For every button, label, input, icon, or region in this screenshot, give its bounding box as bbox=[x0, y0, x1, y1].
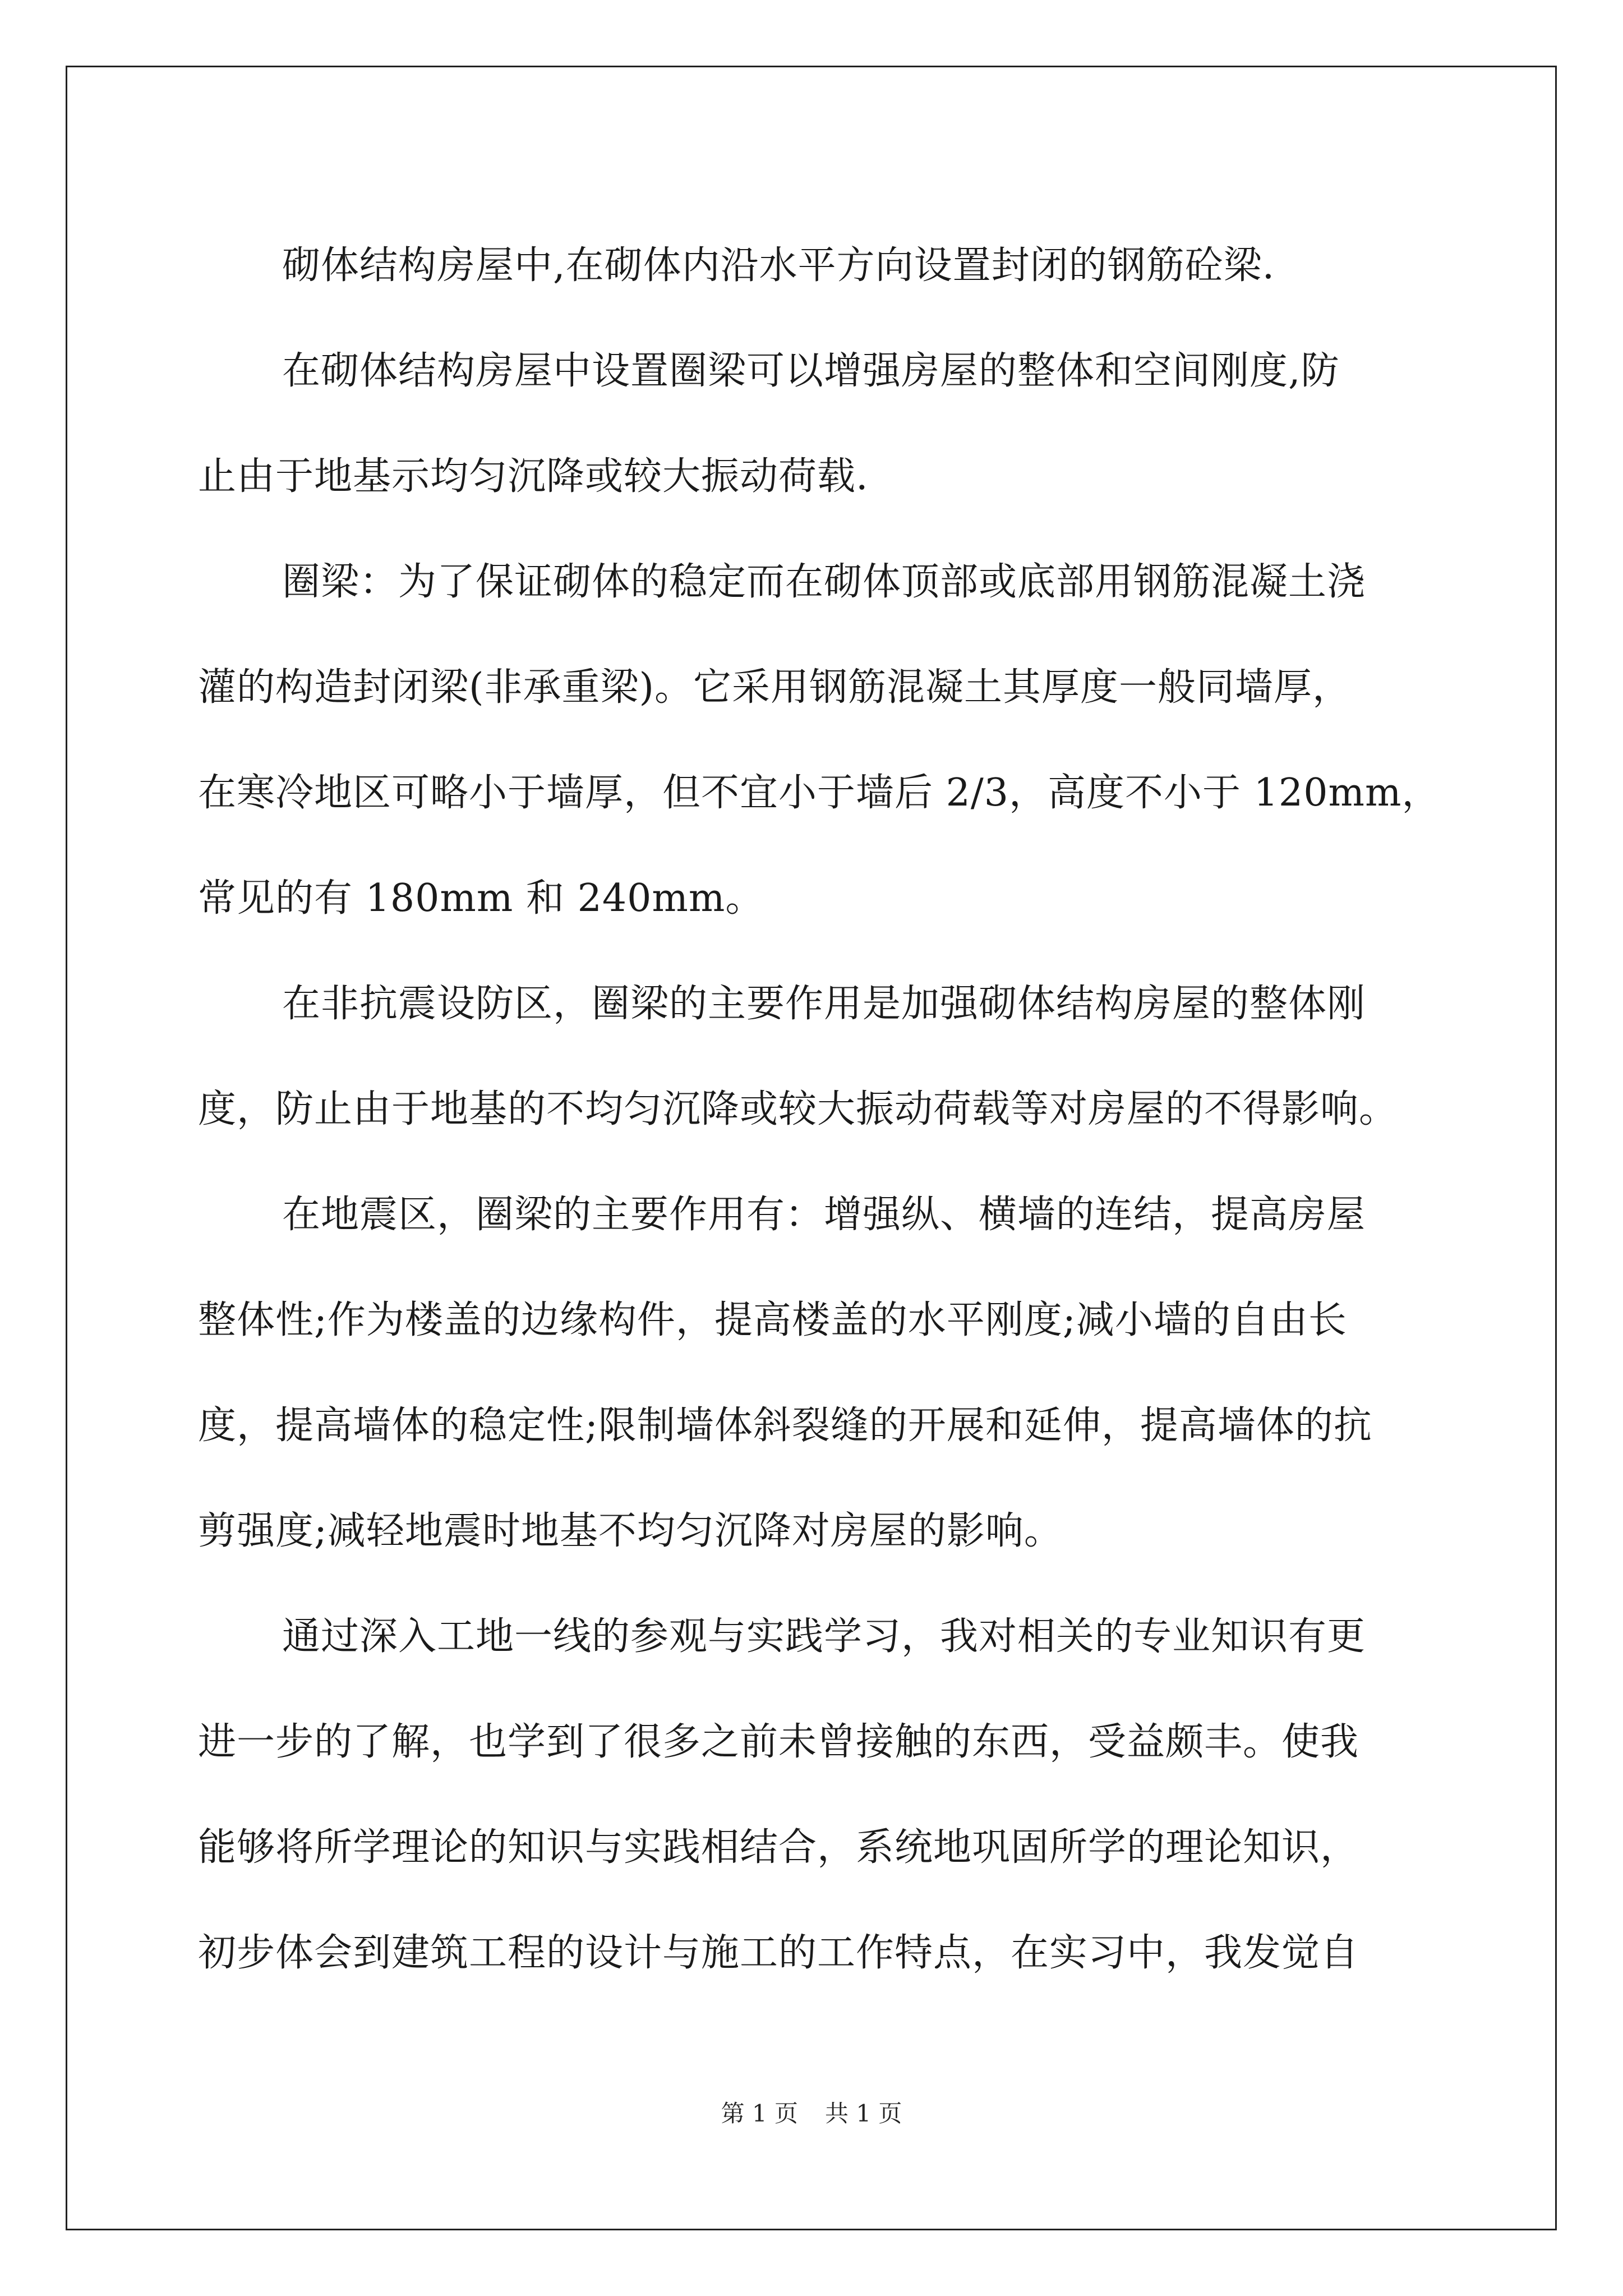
page-footer bbox=[0, 2095, 1623, 2129]
text-line: 灌的构造封闭梁(非承重梁)。它采用钢筋混凝土其厚度一般同墙厚， bbox=[198, 665, 1352, 710]
text-line: 止由于地基示均匀沉降或较大振动荷载. bbox=[198, 454, 869, 499]
text-line: 度，提高墙体的稳定性;限制墙体斜裂缝的开展和延伸，提高墙体的抗 bbox=[198, 1404, 1372, 1448]
document-body bbox=[198, 213, 1441, 2006]
text-line: 整体性;作为楼盖的边缘构件，提高楼盖的水平刚度;减小墙的自由长 bbox=[198, 1298, 1347, 1342]
text-line: 砌体结构房屋中,在砌体内沿水平方向设置封闭的钢筋砼梁. bbox=[282, 243, 1275, 288]
text-line: 圈梁：为了保证砌体的稳定而在砌体顶部或底部用钢筋混凝土浇 bbox=[282, 560, 1366, 604]
text-line: 通过深入工地一线的参观与实践学习，我对相关的专业知识有更 bbox=[282, 1614, 1366, 1659]
text-line: 在砌体结构房屋中设置圈梁可以增强房屋的整体和空间刚度,防 bbox=[282, 349, 1340, 393]
text-line: 剪强度;减轻地震时地基不均匀沉降对房屋的影响。 bbox=[198, 1509, 1063, 1553]
text-line: 在非抗震设防区，圈梁的主要作用是加强砌体结构房屋的整体刚 bbox=[282, 982, 1366, 1026]
text-line: 进一步的了解，也学到了很多之前未曾接触的东西，受益颇丰。使我 bbox=[198, 1720, 1359, 1764]
page-total: 共 1 页 bbox=[825, 2100, 902, 2127]
text-line: 在寒冷地区可略小于墙厚，但不宜小于墙后 2/3，高度不小于 120mm， bbox=[198, 771, 1441, 815]
text-line: 常见的有 180mm 和 240mm。 bbox=[198, 876, 764, 921]
text-line: 在地震区，圈梁的主要作用有：增强纵、横墙的连结，提高房屋 bbox=[282, 1193, 1366, 1237]
text-line: 初步体会到建筑工程的设计与施工的工作特点，在实习中，我发觉自 bbox=[198, 1931, 1359, 1975]
text-line: 度，防止由于地基的不均匀沉降或较大振动荷载等对房屋的不得影响。 bbox=[198, 1087, 1398, 1131]
page-number: 第 1 页 bbox=[721, 2100, 798, 2127]
text-line: 能够将所学理论的知识与实践相结合，系统地巩固所学的理论知识， bbox=[198, 1825, 1359, 1870]
